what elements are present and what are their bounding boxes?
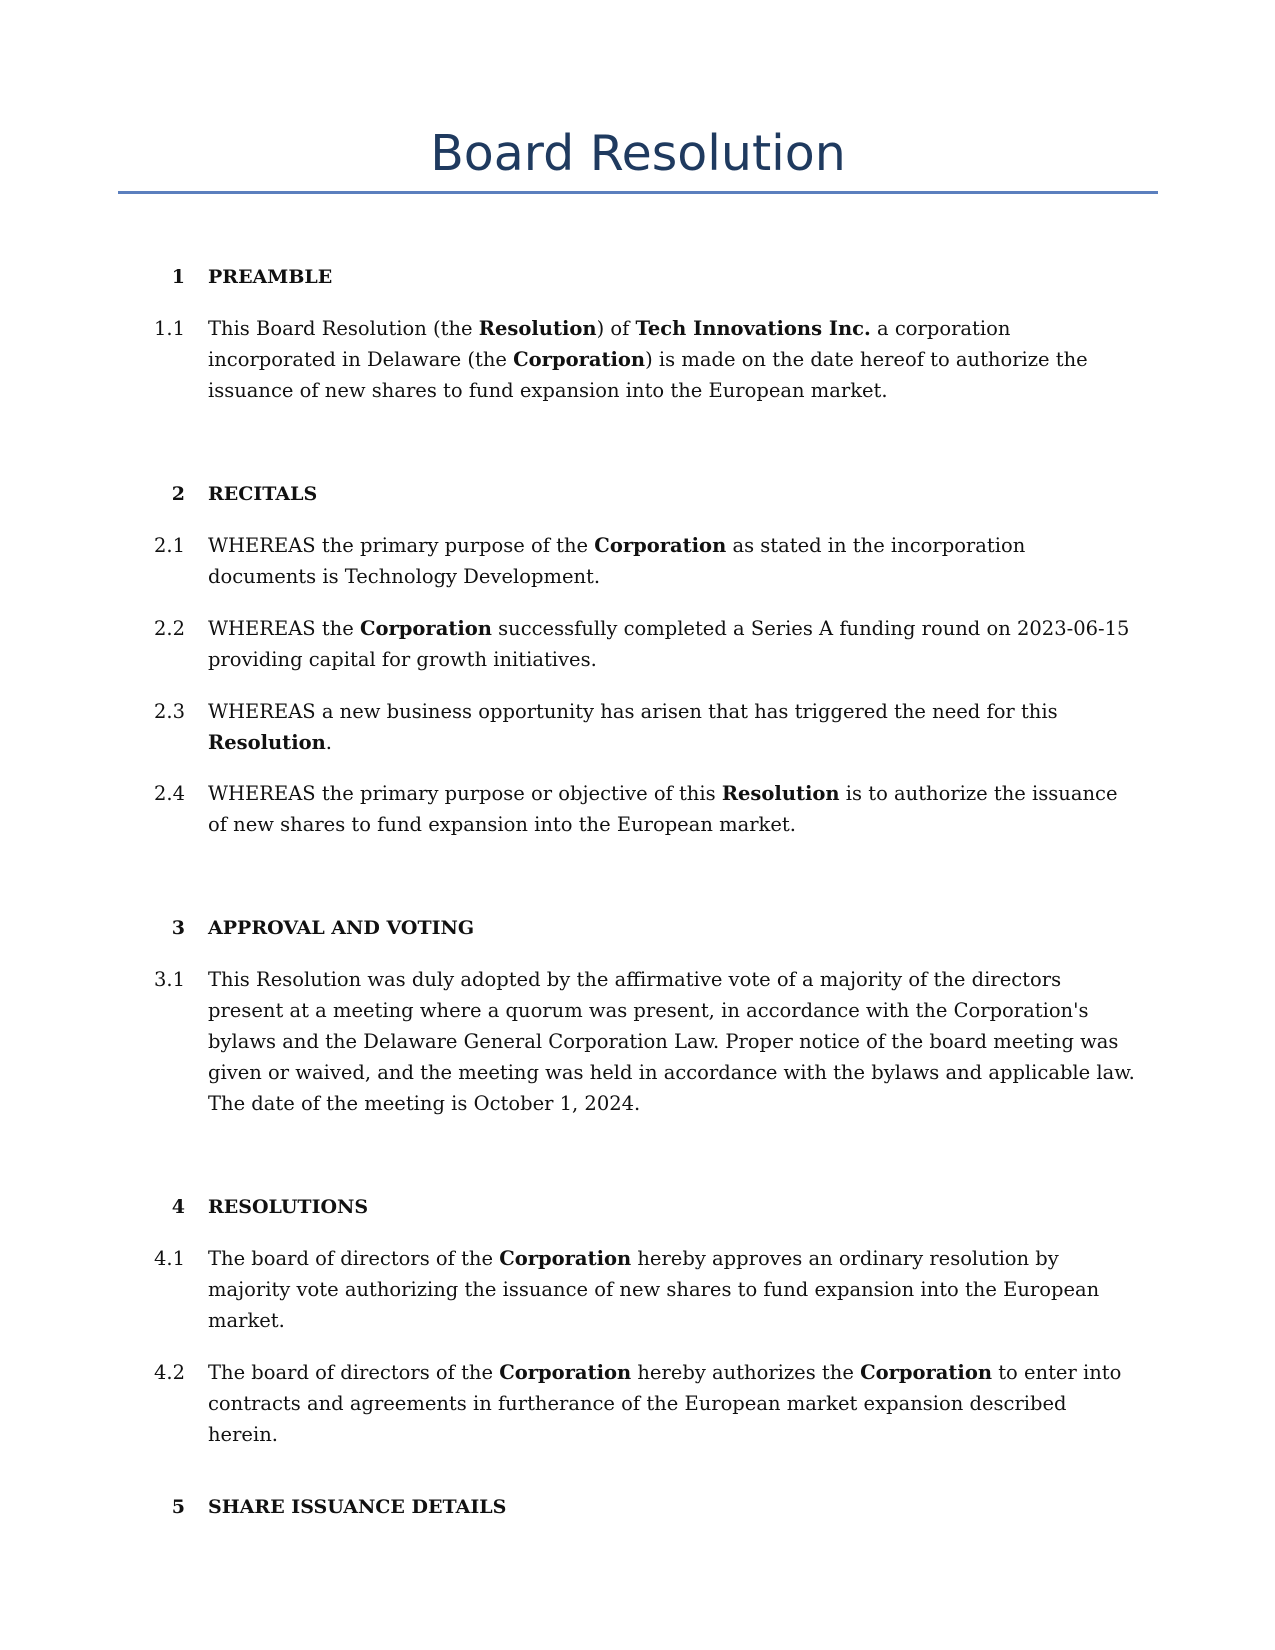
section-heading-share-issuance-details xyxy=(0,1492,1275,1522)
section-heading-preamble xyxy=(0,262,1275,292)
section-title: RESOLUTIONS xyxy=(208,1196,369,1218)
clause-text: The board of directors of the Corporation hereby authorizes the Corporation to enter into contracts and agreements in furtherance of the European market expansion described herein. xyxy=(208,1361,1122,1446)
section-heading-approval-and-voting xyxy=(0,913,1275,943)
clause-text: The board of directors of the Corporation hereby approves an ordinary resolution by majority vote authorizing the issuance of new shares to fund expansion into the European market. xyxy=(208,1247,1100,1332)
defined-term: Corporation xyxy=(860,1361,993,1384)
document-title: Board Resolution xyxy=(430,125,846,182)
clause-text: WHEREAS the primary purpose of the Corporation as stated in the incorporation documents is Technology Development. xyxy=(208,534,1026,588)
section-number: 3 xyxy=(171,917,185,939)
clause-number: 2.3 xyxy=(153,700,185,723)
company-name: Tech Innovations Inc. xyxy=(635,317,871,340)
section-number: 5 xyxy=(171,1496,185,1518)
defined-term: Resolution xyxy=(721,782,840,805)
section-heading-recitals xyxy=(0,479,1275,509)
clause-text: This Board Resolution (the Resolution) of Tech Innovations Inc. a corporation incorporated in Delaware (the Corporation) is made on the date hereof to authorize the issuance of new shares to fund expansion into the European market. xyxy=(208,317,1088,402)
defined-term: Corporation xyxy=(594,534,727,557)
defined-term: Corporation xyxy=(359,617,492,640)
defined-term: Corporation xyxy=(499,1361,632,1384)
clause-number: 4.1 xyxy=(153,1247,185,1270)
section-title: PREAMBLE xyxy=(208,266,333,288)
section-title: SHARE ISSUANCE DETAILS xyxy=(208,1496,507,1518)
clause-text: WHEREAS a new business opportunity has arisen that has triggered the need for this Resolution. xyxy=(208,700,1058,754)
clause-text: WHEREAS the primary purpose or objective of this Resolution is to authorize the issuance of new shares to fund expansion into the European market. xyxy=(208,782,1118,836)
section-number: 1 xyxy=(171,266,185,288)
defined-term: Corporation xyxy=(513,348,646,371)
clause-number: 1.1 xyxy=(153,317,185,340)
title-underline xyxy=(118,191,1158,194)
clause-number: 2.4 xyxy=(153,782,185,805)
clause-number: 4.2 xyxy=(153,1361,185,1384)
defined-term: Corporation xyxy=(499,1247,632,1270)
defined-term: Resolution xyxy=(208,731,326,754)
clause-number: 2.1 xyxy=(153,534,185,557)
section-number: 2 xyxy=(171,483,185,505)
defined-term: Resolution xyxy=(478,317,597,340)
section-heading-resolutions xyxy=(0,1192,1275,1222)
clause-text: WHEREAS the Corporation successfully completed a Series A funding round on 2023-06-15 providing capital for growth initiatives. xyxy=(208,617,1130,671)
section-title: APPROVAL AND VOTING xyxy=(208,917,475,939)
section-title: RECITALS xyxy=(208,483,318,505)
clause-number: 3.1 xyxy=(153,968,185,991)
section-number: 4 xyxy=(171,1196,185,1218)
clause-text: This Resolution was duly adopted by the affirmative vote of a majority of the directors present at a meeting where a quorum was present, in accordance with the Corporation's bylaws and the Delaware General Corporation Law. Proper notice of the board meeting was given or waived, and the meeting was held in accordance with the bylaws and applicable law. The date of the meeting is October 1, 2024. xyxy=(208,968,1135,1115)
clause-number: 2.2 xyxy=(153,617,185,640)
